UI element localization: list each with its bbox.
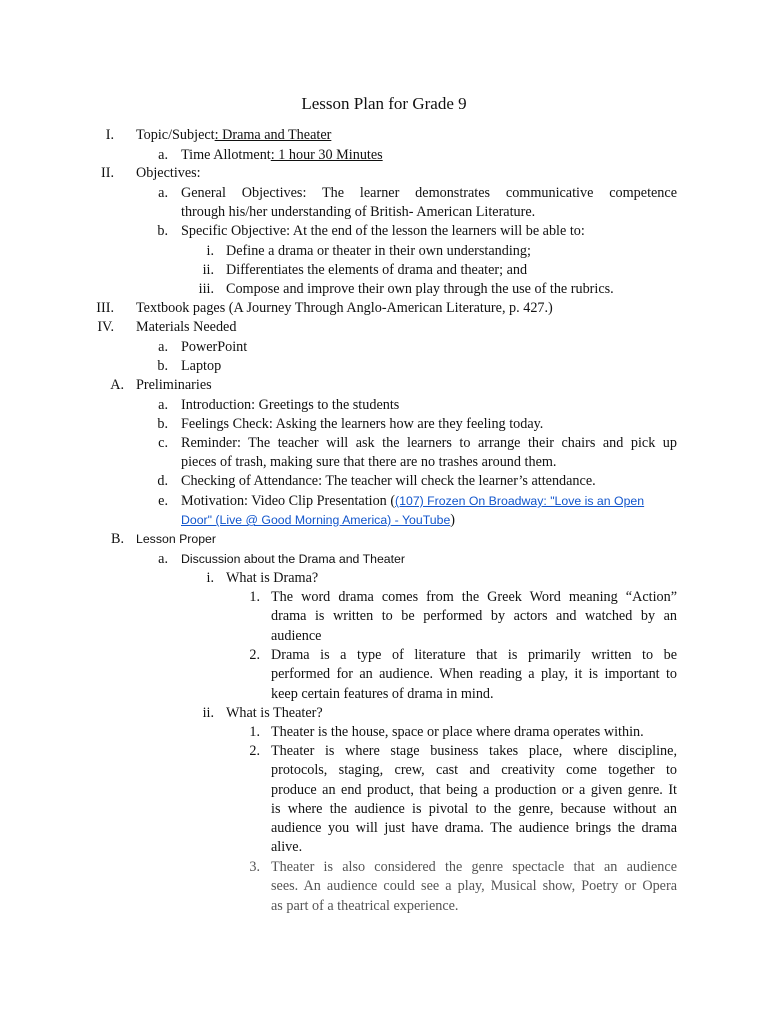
text-line: protocols, staging, crew, cast and creativity come together to: [271, 762, 677, 779]
youtube-link[interactable]: Door" (Live @ Good Morning America) - YouTube: [181, 513, 451, 527]
text-line: through his/her understanding of British- American Literature.: [181, 204, 536, 221]
text-line: audience you will just have drama. The audience brings the drama: [271, 820, 677, 837]
text-line: The word drama comes from the Greek Word meaning “Action”: [271, 589, 677, 605]
motivation-line-2: [181, 511, 455, 530]
textbook-pages: Textbook pages (A Journey Through Anglo-American Literature, p. 427.): [136, 300, 553, 316]
objective-item: Define a drama or theater in their own understanding;: [226, 243, 531, 259]
text-line: alive.: [271, 839, 303, 856]
text-line: audience: [271, 627, 322, 644]
text-line: drama is written to be performed by actors and watched by an: [271, 608, 677, 625]
text-line: General Objectives: The learner demonstrates communicative competence: [181, 185, 677, 201]
item-marker: c.: [158, 435, 168, 451]
item-marker: e.: [158, 493, 168, 509]
number-marker: 3.: [249, 859, 260, 875]
time-allotment-value: : 1 hour 30 Minutes: [270, 147, 383, 163]
text-line: is where the audience is pivotal to the genre, because without an: [271, 800, 677, 817]
time-allotment-line: [181, 146, 383, 165]
section-marker: IV.: [97, 319, 114, 335]
drama-definition-2: [271, 646, 677, 704]
document-title: Lesson Plan for Grade 9: [301, 94, 467, 113]
section-marker: II.: [101, 165, 114, 181]
theater-definition-1: Theater is the house, space or place where drama operates within.: [271, 724, 644, 740]
item-marker: a.: [158, 397, 168, 413]
number-marker: 2.: [249, 743, 260, 759]
text-line: pieces of trash, making sure that there are no trashes around them.: [181, 454, 557, 471]
general-objectives: [181, 184, 677, 223]
motivation-close: ): [450, 512, 456, 528]
material-item: PowerPoint: [181, 339, 248, 355]
text-line: Theater is also considered the genre spectacle that an audience: [271, 859, 677, 875]
section-marker: I.: [105, 127, 114, 143]
lesson-proper-heading: Lesson Proper: [136, 532, 216, 546]
preliminary-item: Checking of Attendance: The teacher will check the learner’s attendance.: [181, 473, 596, 489]
subitem-marker: iii.: [198, 281, 214, 297]
item-marker: a.: [158, 551, 168, 567]
text-line: Drama is a type of literature that is primarily written to be: [271, 647, 677, 663]
topic-line: [136, 126, 331, 145]
topic-label: Topic/Subject: [136, 127, 215, 143]
motivation-line: [181, 492, 644, 511]
objective-item: Differentiates the elements of drama and theater; and: [226, 262, 528, 278]
subitem-marker: ii.: [202, 705, 214, 721]
part-marker: A.: [110, 377, 124, 393]
discussion-heading: Discussion about the Drama and Theater: [181, 552, 405, 566]
theater-definition-3: [271, 858, 677, 916]
text-line: Theater is where stage business takes place, where discipline,: [271, 743, 677, 759]
drama-definition-1: [271, 588, 677, 646]
preliminary-item: Introduction: Greetings to the students: [181, 397, 400, 413]
text-line: as part of a theatrical experience.: [271, 897, 459, 914]
item-marker: b.: [157, 358, 168, 374]
text-line: keep certain features of drama in mind.: [271, 685, 494, 702]
part-marker: B.: [110, 531, 124, 547]
item-marker: b.: [157, 223, 168, 239]
theater-definition-2: [271, 742, 677, 858]
material-item: Laptop: [181, 358, 222, 374]
topic-value: : Drama and Theater: [214, 127, 332, 143]
item-marker: a.: [158, 147, 168, 163]
number-marker: 1.: [249, 589, 260, 605]
what-is-theater: What is Theater?: [226, 705, 323, 721]
objective-item: Compose and improve their own play through the use of the rubrics.: [226, 281, 614, 297]
materials-heading: Materials Needed: [136, 319, 237, 335]
text-line: performed for an audience. When reading a play, it is important to: [271, 666, 677, 683]
youtube-link[interactable]: (107) Frozen On Broadway: "Love is an Open: [395, 494, 645, 508]
item-marker: b.: [157, 416, 168, 432]
number-marker: 2.: [249, 647, 260, 663]
text-line: produce an end product, that being a production or a given genre. It: [271, 781, 677, 798]
objectives-heading: Objectives:: [136, 165, 201, 181]
number-marker: 1.: [249, 724, 260, 740]
text-line: Reminder: The teacher will ask the learners to arrange their chairs and pick up: [181, 435, 677, 451]
preliminaries-heading: Preliminaries: [136, 377, 212, 393]
item-marker: a.: [158, 185, 168, 201]
time-allotment-label: Time Allotment: [181, 147, 271, 163]
item-marker: a.: [158, 339, 168, 355]
reminder-item: [181, 434, 677, 473]
text-line: sees. An audience could see a play, Musical show, Poetry or Opera: [271, 878, 677, 895]
subitem-marker: i.: [206, 243, 214, 259]
preliminary-item: Feelings Check: Asking the learners how are they feeling today.: [181, 416, 544, 432]
item-marker: d.: [157, 473, 168, 489]
subitem-marker: ii.: [202, 262, 214, 278]
subitem-marker: i.: [206, 570, 214, 586]
section-marker: III.: [96, 300, 114, 316]
motivation-text: Motivation: Video Clip Presentation (: [181, 493, 396, 509]
specific-objective: Specific Objective: At the end of the lesson the learners will be able to:: [181, 223, 585, 239]
what-is-drama: What is Drama?: [226, 570, 319, 586]
